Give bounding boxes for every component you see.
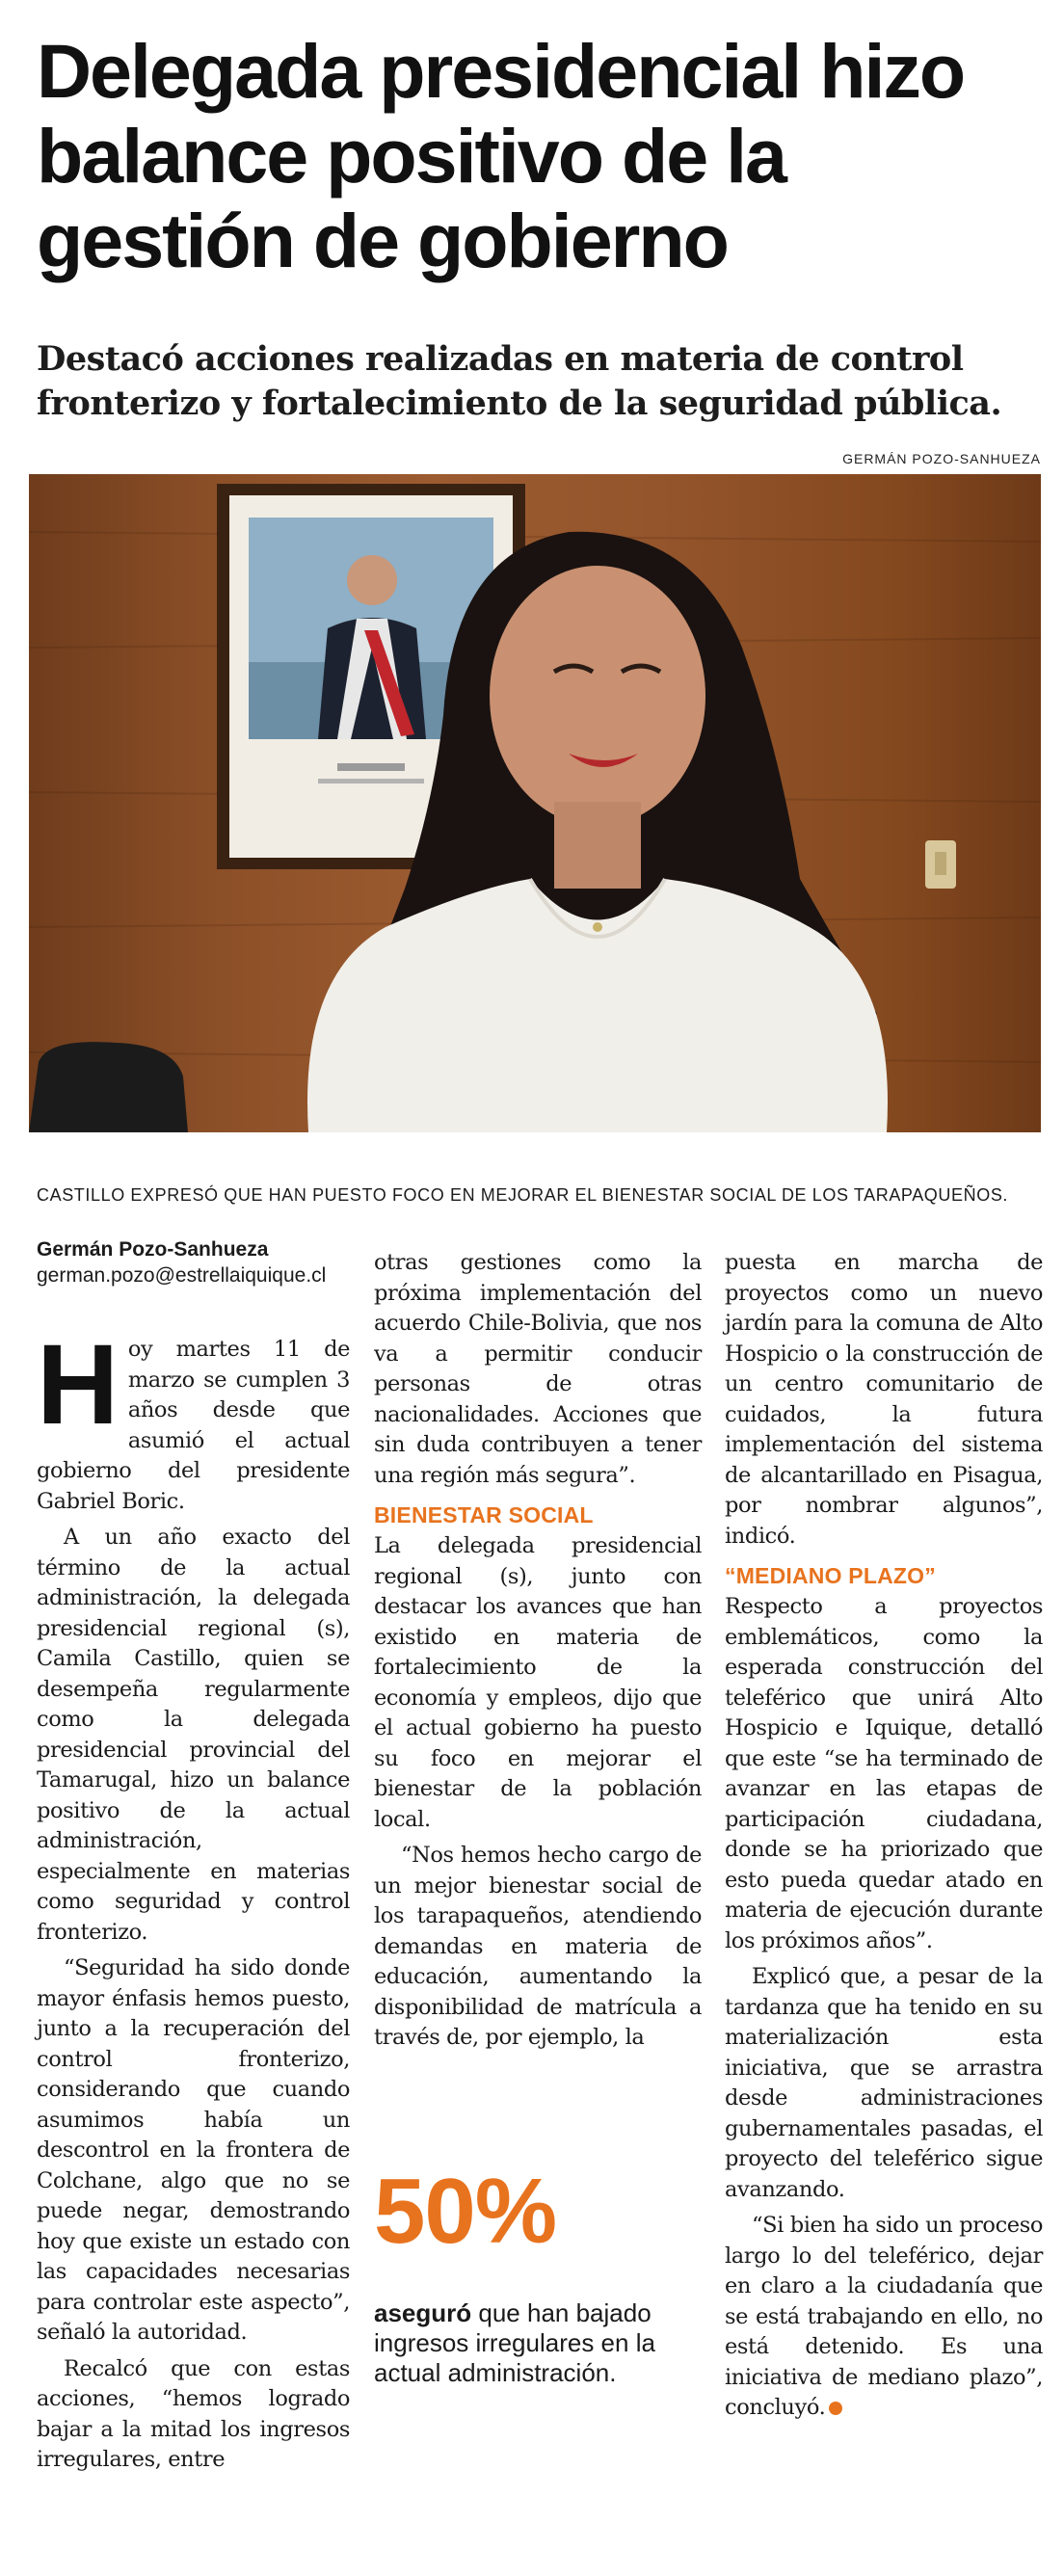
paragraph: Recalcó que con estas acciones, “hemos logrado bajar a la mitad los ingresos irregulares, entre: [37, 2355, 350, 2472]
end-mark-icon: +: [829, 2402, 842, 2415]
paragraph: [725, 2211, 1043, 2424]
paragraph: “Nos hemos hecho cargo de un mejor bienestar social de los tarapaqueños, atendiendo demandas en materia de educación, aumentando la disponibilidad de matrícula a través de, por ejemplo, la: [374, 1843, 702, 2050]
headline: Delegada presidencial hizo balance positivo de la gestión de gobierno: [37, 28, 965, 283]
paragraph: Respecto a proyectos emblemáticos, como la esperada construcción del teleférico que unirá Alto Hospicio e Iquique, detalló que este “se ha terminado de avanzar en las etapas de participación ciudadana, donde se ha priorizado que esto pueda quedar atado en materia de ejecución durante los próximos años”.: [725, 1594, 1043, 1953]
stat-lead: aseguró: [374, 2298, 472, 2327]
paragraph: A un año exacto del término de la actual administración, la delegada presidencial regional (s), Camila Castillo, quien se desempeña regularmente como la delegada presidencial provincial del Tamarugal, hizo un balance positivo de la actual administración, especialmente en materias como seguridad y control fronterizo.: [37, 1525, 350, 1945]
article-column-3: [725, 1248, 1043, 2430]
section-heading-mediano-plazo: “MEDIANO PLAZO”: [725, 1563, 936, 1588]
paragraph: [37, 1321, 350, 1517]
stat-text: [374, 2298, 702, 2388]
photo-caption: CASTILLO EXPRESÓ QUE HAN PUESTO FOCO EN MEJORAR EL BIENESTAR SOCIAL DE LOS TARAPAQUEÑOS.: [37, 1185, 1009, 1205]
chair: [29, 1042, 188, 1132]
drop-cap: H: [37, 1321, 119, 1448]
article-column-2: [374, 1248, 702, 2059]
photo-illustration: [29, 474, 1041, 1132]
paragraph-text: oy martes 11 de marzo se cumplen 3 años desde que asumió el actual gobierno del presidente Gabriel Boric.: [37, 1337, 350, 1514]
paragraph: Explicó que, a pesar de la tardanza que ha tenido en su materialización esta iniciativa, que se arrastra desde administraciones gubernamentales pasadas, el proyecto del teleférico sigue avanzando.: [725, 1964, 1043, 2202]
byline-author: Germán Pozo-Sanhueza: [37, 1238, 269, 1261]
stat-number: 50%: [374, 2160, 557, 2263]
article-photo: [29, 474, 1041, 1132]
paragraph: puesta en marcha de proyectos como un nuevo jardín para la comuna de Alto Hospicio o la construcción de un centro comunitario de cuidados, la futura implementación del sistema de alcantarillado en Pisagua, por nombrar algunos”, indicó.: [725, 1250, 1043, 1549]
paragraph-text: “Si bien ha sido un proceso largo lo del teleférico, dejar en claro a la ciudadanía que se está trabajando en ello, no está detenido. Es una iniciativa de mediano plazo”, concluyó.: [725, 2213, 1043, 2420]
photo-credit: GERMÁN POZO-SANHUEZA: [842, 451, 1041, 466]
stat-description: que han bajado ingresos irregulares en la actual administración.: [374, 2298, 655, 2387]
article-column-1: [37, 1321, 350, 2482]
stat-callout: [374, 2160, 702, 2388]
paragraph: otras gestiones como la próxima implementación del acuerdo Chile-Bolivia, que nos va a permitir conducir personas de otras nacionalidades. Acciones que sin duda contribuyen a tener una región más segura”.: [374, 1250, 702, 1488]
byline-email: german.pozo@estrellaiquique.cl: [37, 1264, 327, 1287]
paragraph: “Seguridad ha sido donde mayor énfasis hemos puesto, junto a la recuperación del control fronterizo, considerando que cuando asumimos había un descontrol en la frontera de Colchane, algo que no se puede negar, demostrando hoy que existe un estado con las capacidades necesarias para controlar este aspecto”, señaló la autoridad.: [37, 1955, 350, 2345]
section-heading-bienestar: BIENESTAR SOCIAL: [374, 1502, 594, 1527]
paragraph: La delegada presidencial regional (s), junto con destacar los avances que han existido en materia de fortalecimiento de la economía y empleos, dijo que el actual gobierno ha puesto su foco en mejorar el bienestar de la población local.: [374, 1533, 702, 1832]
subheadline: Destacó acciones realizadas en materia de control fronterizo y fortalecimiento de la seguridad pública.: [37, 339, 1002, 423]
